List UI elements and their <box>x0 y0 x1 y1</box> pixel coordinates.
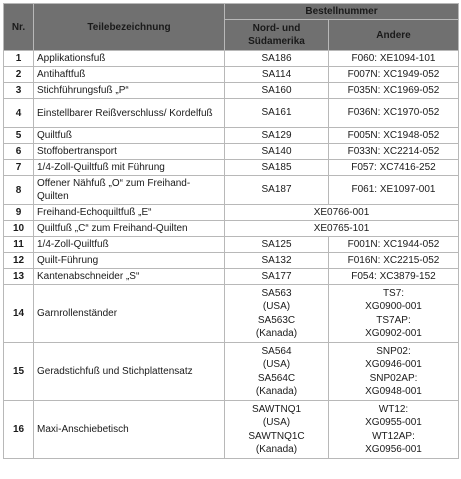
table-row <box>4 253 459 269</box>
order-number-other <box>329 253 459 269</box>
table-row <box>4 128 459 144</box>
row-number: 10 <box>4 221 34 237</box>
order-number-other-line: WT12: <box>378 403 409 415</box>
order-number-america <box>225 144 329 160</box>
table-row <box>4 99 459 128</box>
order-number-america <box>225 237 329 253</box>
order-number-america-line: SA187 <box>261 184 292 196</box>
order-number-america <box>225 343 329 401</box>
row-number: 7 <box>4 160 34 176</box>
part-name: Antihaftfuß <box>34 67 225 83</box>
order-number-other-line: TS7: <box>382 287 405 299</box>
table-row <box>4 51 459 67</box>
row-number: 6 <box>4 144 34 160</box>
order-number-other-line: XG0900-001 <box>365 301 422 312</box>
order-number-america <box>225 51 329 67</box>
order-number-america <box>225 99 329 128</box>
part-name: Quilt-Führung <box>34 253 225 269</box>
header-part-name: Teilebezeichnung <box>34 4 225 51</box>
order-number-america-line: SA132 <box>261 254 292 266</box>
order-number-other-line: XG0946-001 <box>365 359 422 370</box>
order-number-other <box>329 401 459 459</box>
order-number-other-line: F001N: XC1944-052 <box>347 238 440 250</box>
table-row <box>4 401 459 459</box>
order-number-other <box>329 176 459 205</box>
table-row <box>4 67 459 83</box>
order-number-america-line: SAWTNQ1 <box>251 403 302 415</box>
order-number-other <box>329 343 459 401</box>
order-number-other <box>329 128 459 144</box>
order-number-other-line: XG0955-001 <box>365 417 422 428</box>
table-row <box>4 144 459 160</box>
order-number-other <box>329 237 459 253</box>
order-number-other-line: F016N: XC2215-052 <box>347 254 440 266</box>
order-number-other <box>329 285 459 343</box>
order-number-other-line: F061: XE1097-001 <box>351 184 436 196</box>
header-north-south-america: Nord- und Südamerika <box>225 20 329 51</box>
row-number: 4 <box>4 99 34 128</box>
part-name: Offener Nähfuß „O“ zum Freihand-Quilten <box>34 176 225 205</box>
order-number-america-line: SA114 <box>261 68 292 80</box>
table-row <box>4 205 459 221</box>
order-number-other-line: F054: XC3879-152 <box>351 270 436 282</box>
order-number-america <box>225 253 329 269</box>
order-number-america <box>225 285 329 343</box>
order-number-america-line: SA160 <box>261 84 292 96</box>
row-number: 8 <box>4 176 34 205</box>
row-number: 15 <box>4 343 34 401</box>
parts-table-body <box>4 51 459 459</box>
order-number-other <box>329 83 459 99</box>
table-row <box>4 285 459 343</box>
order-number-america-line: SA185 <box>261 161 292 173</box>
part-name: Applikationsfuß <box>34 51 225 67</box>
order-number-other <box>329 51 459 67</box>
order-number-america <box>225 401 329 459</box>
part-name: 1/4-Zoll-Quiltfuß mit Führung <box>34 160 225 176</box>
row-number: 1 <box>4 51 34 67</box>
order-number-america-line: SA563C <box>257 314 296 326</box>
order-number-america-line: SA140 <box>261 145 292 157</box>
part-name: Stoffobertransport <box>34 144 225 160</box>
row-number: 2 <box>4 67 34 83</box>
order-number-america-line: (USA) <box>262 417 291 428</box>
row-number: 14 <box>4 285 34 343</box>
order-number-other <box>329 269 459 285</box>
order-number-other-line: F005N: XC1948-052 <box>347 129 440 141</box>
header-order-number: Bestellnummer <box>225 4 459 20</box>
order-number-america-line: (USA) <box>262 301 291 312</box>
order-number-america <box>225 160 329 176</box>
order-number-america-line: SA564 <box>261 345 292 357</box>
row-number: 9 <box>4 205 34 221</box>
order-number-america-line: SA161 <box>261 107 292 119</box>
order-number-other-line: F060: XE1094-101 <box>351 52 436 64</box>
order-number-other <box>329 144 459 160</box>
order-number-america <box>225 269 329 285</box>
row-number: 12 <box>4 253 34 269</box>
order-number-other-line: F035N: XC1969-052 <box>347 84 440 96</box>
part-name: Freihand-Echoquiltfuß „E“ <box>34 205 225 221</box>
order-number-america <box>225 67 329 83</box>
order-number-other-line: F036N: XC1970-052 <box>347 107 440 119</box>
parts-table <box>3 3 459 459</box>
table-row <box>4 269 459 285</box>
order-number-other <box>329 67 459 83</box>
order-number-america-line: SA177 <box>261 270 292 282</box>
part-name: Garnrollenständer <box>34 285 225 343</box>
order-number-other <box>329 99 459 128</box>
order-number-other-line: XG0902-001 <box>365 328 422 339</box>
row-number: 13 <box>4 269 34 285</box>
order-number-america <box>225 83 329 99</box>
table-row <box>4 221 459 237</box>
order-number-other-line: TS7AP: <box>376 314 411 326</box>
part-name: Kantenabschneider „S“ <box>34 269 225 285</box>
part-name: Quiltfuß „C“ zum Freihand-Quilten <box>34 221 225 237</box>
order-number-america-line: (Kanada) <box>255 444 298 455</box>
part-name: Stichführungsfuß „P“ <box>34 83 225 99</box>
order-number-america-line: (USA) <box>262 359 291 370</box>
order-number-shared: XE0766-001 <box>225 205 459 221</box>
table-row <box>4 343 459 401</box>
order-number-shared: XE0765-101 <box>225 221 459 237</box>
part-name: Maxi-Anschiebetisch <box>34 401 225 459</box>
table-row <box>4 160 459 176</box>
order-number-america-line: SA564C <box>257 372 296 384</box>
header-nr: Nr. <box>4 4 34 51</box>
order-number-other-line: WT12AP: <box>372 430 415 442</box>
table-row <box>4 83 459 99</box>
order-number-america <box>225 176 329 205</box>
row-number: 11 <box>4 237 34 253</box>
order-number-america-line: (Kanada) <box>255 386 298 397</box>
order-number-other-line: SNP02AP: <box>369 372 418 384</box>
order-number-america-line: SA186 <box>261 52 292 64</box>
part-name: 1/4-Zoll-Quiltfuß <box>34 237 225 253</box>
part-name: Quiltfuß <box>34 128 225 144</box>
order-number-other-line: F057: XC7416-252 <box>351 161 436 173</box>
order-number-other-line: F033N: XC2214-052 <box>347 145 440 157</box>
part-name: Einstellbarer Reißverschluss/ Kordelfuß <box>34 99 225 128</box>
table-row <box>4 176 459 205</box>
row-number: 3 <box>4 83 34 99</box>
row-number: 5 <box>4 128 34 144</box>
order-number-other-line: F007N: XC1949-052 <box>347 68 440 80</box>
row-number: 16 <box>4 401 34 459</box>
order-number-america-line: SA125 <box>261 238 292 250</box>
header-other: Andere <box>329 20 459 51</box>
part-name: Geradstichfuß und Stichplattensatz <box>34 343 225 401</box>
table-row <box>4 237 459 253</box>
order-number-other-line: XG0948-001 <box>365 386 422 397</box>
order-number-america <box>225 128 329 144</box>
order-number-america-line: (Kanada) <box>255 328 298 339</box>
order-number-america-line: SAWTNQ1C <box>248 430 305 442</box>
order-number-other-line: SNP02: <box>376 345 411 357</box>
order-number-america-line: SA129 <box>261 129 292 141</box>
order-number-other-line: XG0956-001 <box>365 444 422 455</box>
order-number-other <box>329 160 459 176</box>
order-number-america-line: SA563 <box>261 287 292 299</box>
